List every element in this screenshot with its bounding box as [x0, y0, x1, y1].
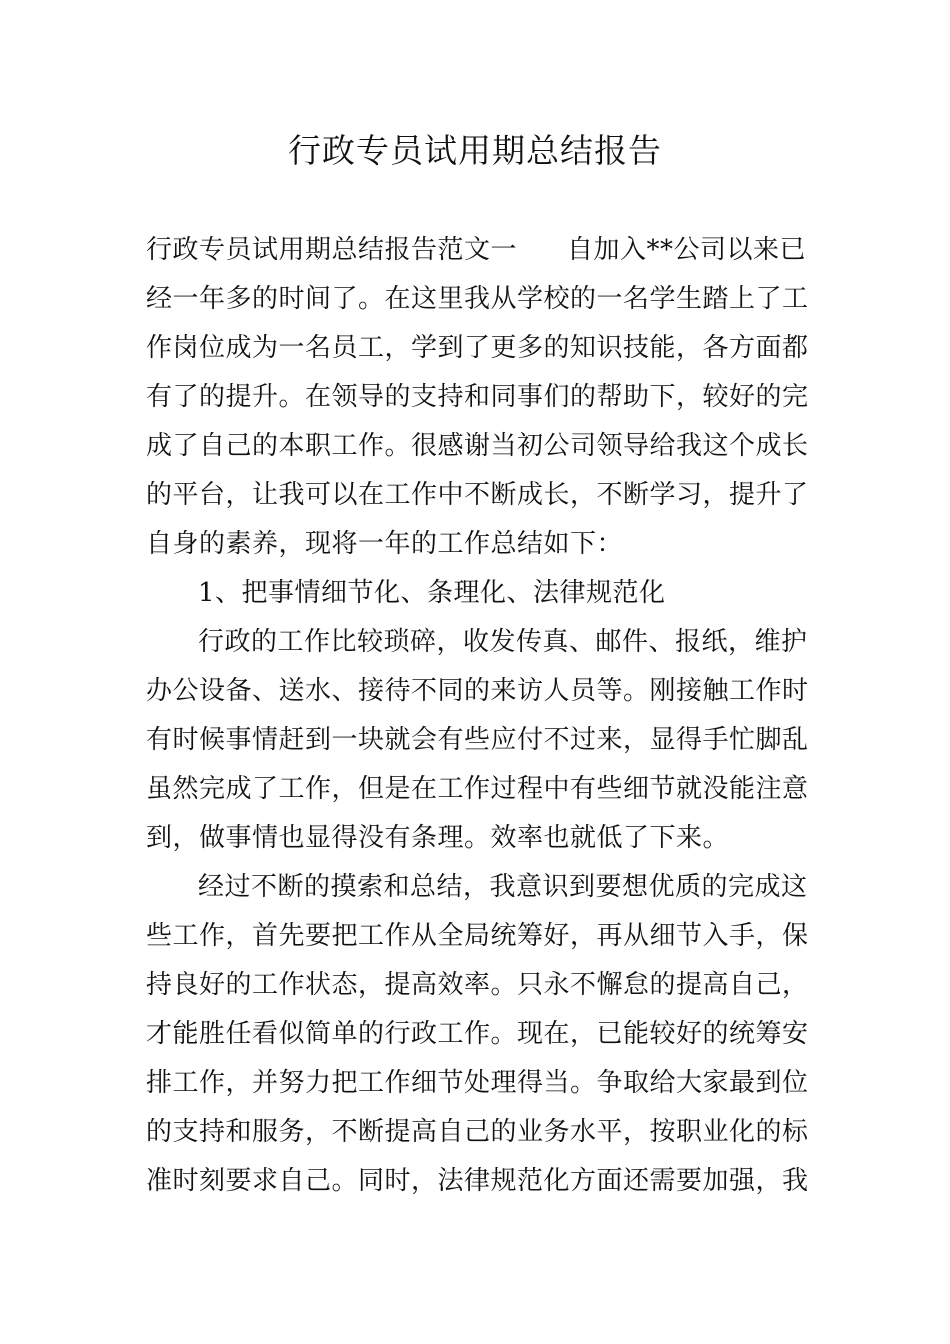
body-line: 作岗位成为一名员工，学到了更多的知识技能，各方面都: [146, 333, 809, 363]
body-line: 才能胜任看似简单的行政工作。现在，已能较好的统筹安: [146, 1019, 809, 1049]
body-line-end: 自加入**公司以来已: [567, 235, 807, 265]
body-line: 有时候事情赶到一块就会有些应付不过来，显得手忙脚乱: [146, 725, 809, 755]
body-line: 经一年多的时间了。在这里我从学校的一名学生踏上了工: [146, 284, 809, 314]
body-line: 持良好的工作状态，提高效率。只永不懈怠的提高自己，: [146, 970, 809, 1000]
document-body: [146, 226, 808, 1206]
body-line: 的平台，让我可以在工作中不断成长，不断学习，提升了: [146, 480, 809, 510]
document-title: 行政专员试用期总结报告: [288, 131, 662, 170]
body-line: 些工作，首先要把工作从全局统筹好，再从细节入手，保: [146, 921, 809, 951]
body-line: 虽然完成了工作，但是在工作过程中有些细节就没能注意: [146, 774, 809, 804]
body-line: 办公设备、送水、接待不同的来访人员等。刚接触工作时: [146, 676, 809, 706]
body-line: 行政的工作比较琐碎，收发传真、邮件、报纸，维护: [198, 627, 808, 657]
body-line: 到，做事情也显得没有条理。效率也就低了下来。: [146, 823, 730, 853]
body-line: 成了自己的本职工作。很感谢当初公司领导给我这个成长: [146, 431, 809, 461]
body-line: 自身的素养，现将一年的工作总结如下：: [146, 529, 624, 559]
body-line-start: 行政专员试用期总结报告范文一: [146, 235, 518, 265]
section-heading: 1、把事情细节化、条理化、法律规范化: [198, 578, 666, 608]
body-line: 经过不断的摸索和总结，我意识到要想优质的完成这: [198, 872, 808, 902]
body-line: 的支持和服务，不断提高自己的业务水平，按职业化的标: [146, 1117, 809, 1147]
body-line: 有了的提升。在领导的支持和同事们的帮助下，较好的完: [146, 382, 809, 412]
body-line: 排工作，并努力把工作细节处理得当。争取给大家最到位: [146, 1068, 809, 1098]
body-line: 准时刻要求自己。同时，法律规范化方面还需要加强，我: [146, 1166, 809, 1196]
body-line: [146, 226, 808, 275]
